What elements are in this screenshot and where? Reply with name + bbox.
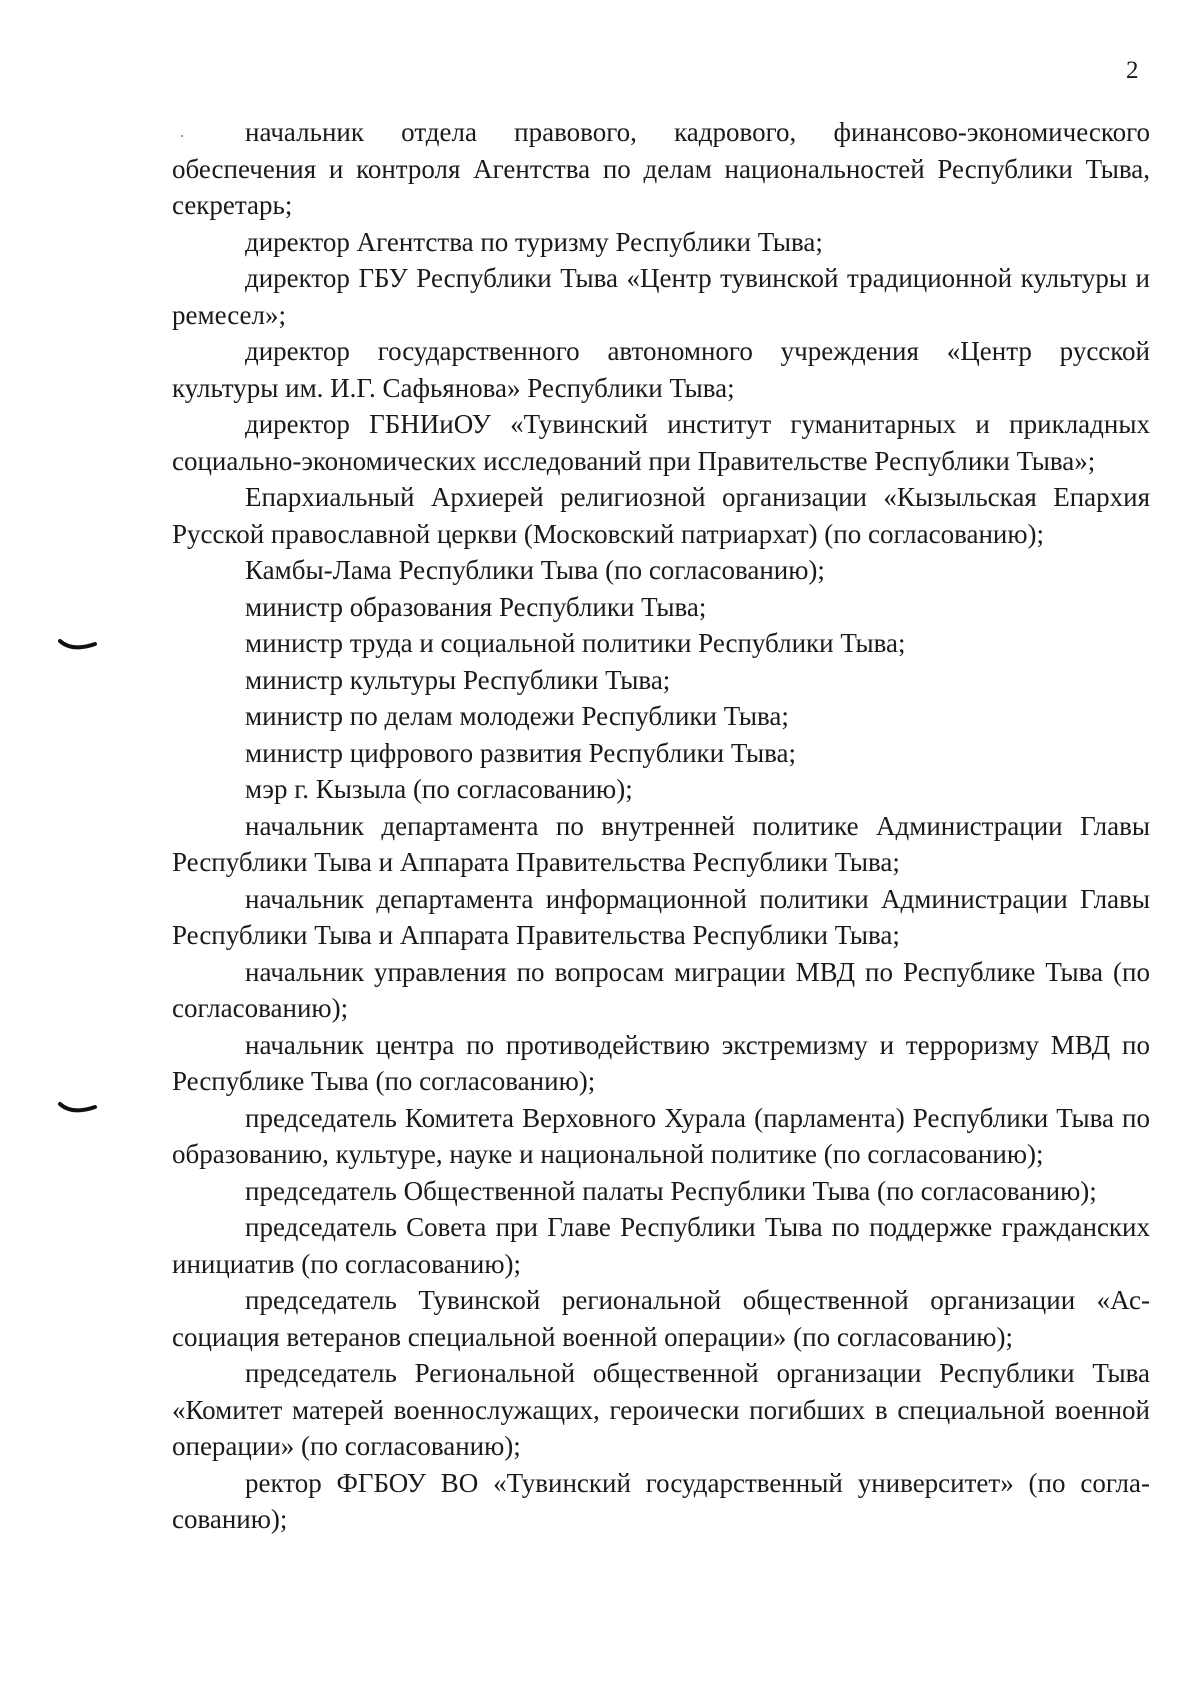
list-item: начальник центра по противодействию экстремизму и терроризму МВД по Республике Тыва (по согласованию); (172, 1029, 1150, 1096)
list-item: председатель Комитета Верховного Хурала (парламента) Республики Тыва по образованию, культуре, науке и национальной политике (по согласованию); (172, 1102, 1150, 1169)
member-list (172, 114, 1150, 1538)
list-item: директор ГБНИиОУ «Тувинский институт гуманитарных и прикладных социально-экономических исследований при Правительстве Республики Тыва»; (172, 409, 1150, 476)
list-item: директор ГБУ Республики Тыва «Центр тувинской традиционной культуры и ремесел»; (172, 263, 1150, 330)
list-item: начальник департамента по внутренней политике Администрации Главы Республики Тыва и Аппарата Правительства Республики Тыва; (172, 810, 1150, 877)
list-item: председатель Тувинской региональной общественной организации «Ассоциация ветеранов специальной военной операции» (по согласованию); (172, 1285, 1150, 1352)
list-item: Камбы-Лама Республики Тыва (по согласованию); (245, 555, 825, 585)
list-item: председатель Общественной палаты Республики Тыва (по согласованию); (245, 1175, 1097, 1206)
list-item: директор государственного автономного учреждения «Центр русской культуры им. И.Г. Сафьянова» Республики Тыва; (172, 336, 1150, 403)
hole-punch-mark-icon (58, 1101, 98, 1117)
list-item: начальник управления по вопросам миграции МВД по Республике Тыва (по согласованию); (172, 956, 1150, 1023)
list-item: ректор ФГБОУ ВО «Тувинский государственный университет» (по согласованию); (172, 1467, 1150, 1534)
list-item: председатель Региональной общественной организации Республики Тыва «Комитет матерей военнослужащих, героически погибших в специальной военной операции» (по согласованию); (172, 1358, 1150, 1461)
page-number: 2 (1126, 57, 1139, 84)
list-item: начальник департамента информационной политики Администрации Главы Республики Тыва и Аппарата Правительства Республики Тыва; (172, 883, 1150, 950)
list-item: мэр г. Кызыла (по согласованию); (245, 774, 633, 804)
list-item: председатель Совета при Главе Республики Тыва по поддержке гражданских инициатив (по согласованию); (172, 1212, 1150, 1279)
list-item: Епархиальный Архиерей религиозной организации «Кызыльская Епархия Русской православной церкви (Московский патриархат) (по согласованию); (172, 482, 1150, 549)
list-item: начальник отдела правового, кадрового, финансово-экономического обеспечения и контроля Агентства по делам национальностей Республики Тыва, секретарь; (172, 117, 1150, 220)
list-item: министр культуры Республики Тыва; (245, 664, 671, 695)
list-item: директор Агентства по туризму Республики Тыва; (245, 226, 823, 257)
list-item: министр труда и социальной политики Республики Тыва; (245, 628, 906, 658)
list-item: министр цифрового развития Республики Тыва; (245, 737, 797, 768)
list-item: министр по делам молодежи Республики Тыва; (245, 701, 789, 731)
hole-punch-mark-icon (58, 638, 98, 654)
list-item: министр образования Республики Тыва; (245, 591, 707, 622)
